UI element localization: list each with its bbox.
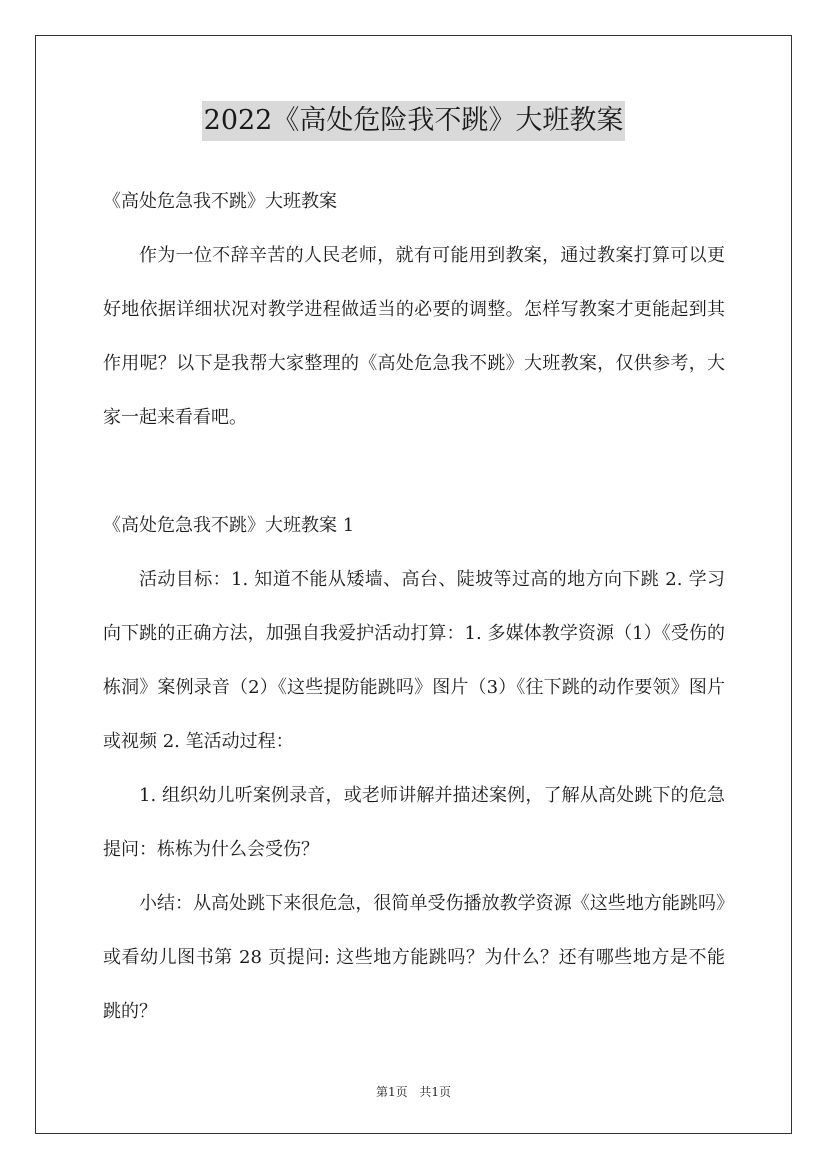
page-footer xyxy=(0,1083,827,1100)
summary-paragraph: 小结：从高处跳下来很危急，很简单受伤播放教学资源《这些地方能跳吗》或看幼儿图书第 28 页提问: 这些地方能跳吗？为什么？还有哪些地方是不能跳的？ xyxy=(103,893,725,1022)
document-title: 2022《高处危险我不跳》大班教案 xyxy=(202,101,626,141)
page-number: 第1页 xyxy=(375,1085,408,1099)
section-heading: 《高处危急我不跳》大班教案 1 xyxy=(103,515,355,536)
document-body xyxy=(103,175,725,1039)
paragraph-spacer xyxy=(103,445,725,499)
subtitle-paragraph: 《高处危急我不跳》大班教案 xyxy=(103,191,337,212)
intro-paragraph: 作为一位不辞辛苦的人民老师，就有可能用到教案，通过教案打算可以更好地依据详细状况对教学进程做适当的必要的调整。怎样写教案才更能起到其作用呢？以下是我帮大家整理的《高处危急我不跳》大班教案，仅供参考，大家一起来看看吧。 xyxy=(103,245,725,428)
activity-goals-paragraph: 活动目标：1. 知道不能从矮墙、高台、陡坡等过高的地方向下跳 2. 学习向下跳的正确方法，加强自我爱护活动打算：1. 多媒体教学资源（1）《受伤的栋洞》案例录音（2）《这些提防能跳吗》图片（3）《往下跳的动作要领》图片或视频 2. 笔活动过程： xyxy=(103,569,725,752)
title-container xyxy=(0,101,827,141)
process-step-paragraph: 1. 组织幼儿听案例录音，或老师讲解并描述案例，了解从高处跳下的危急提问：栋栋为什么会受伤？ xyxy=(103,785,725,860)
page-total: 共1页 xyxy=(419,1085,452,1099)
